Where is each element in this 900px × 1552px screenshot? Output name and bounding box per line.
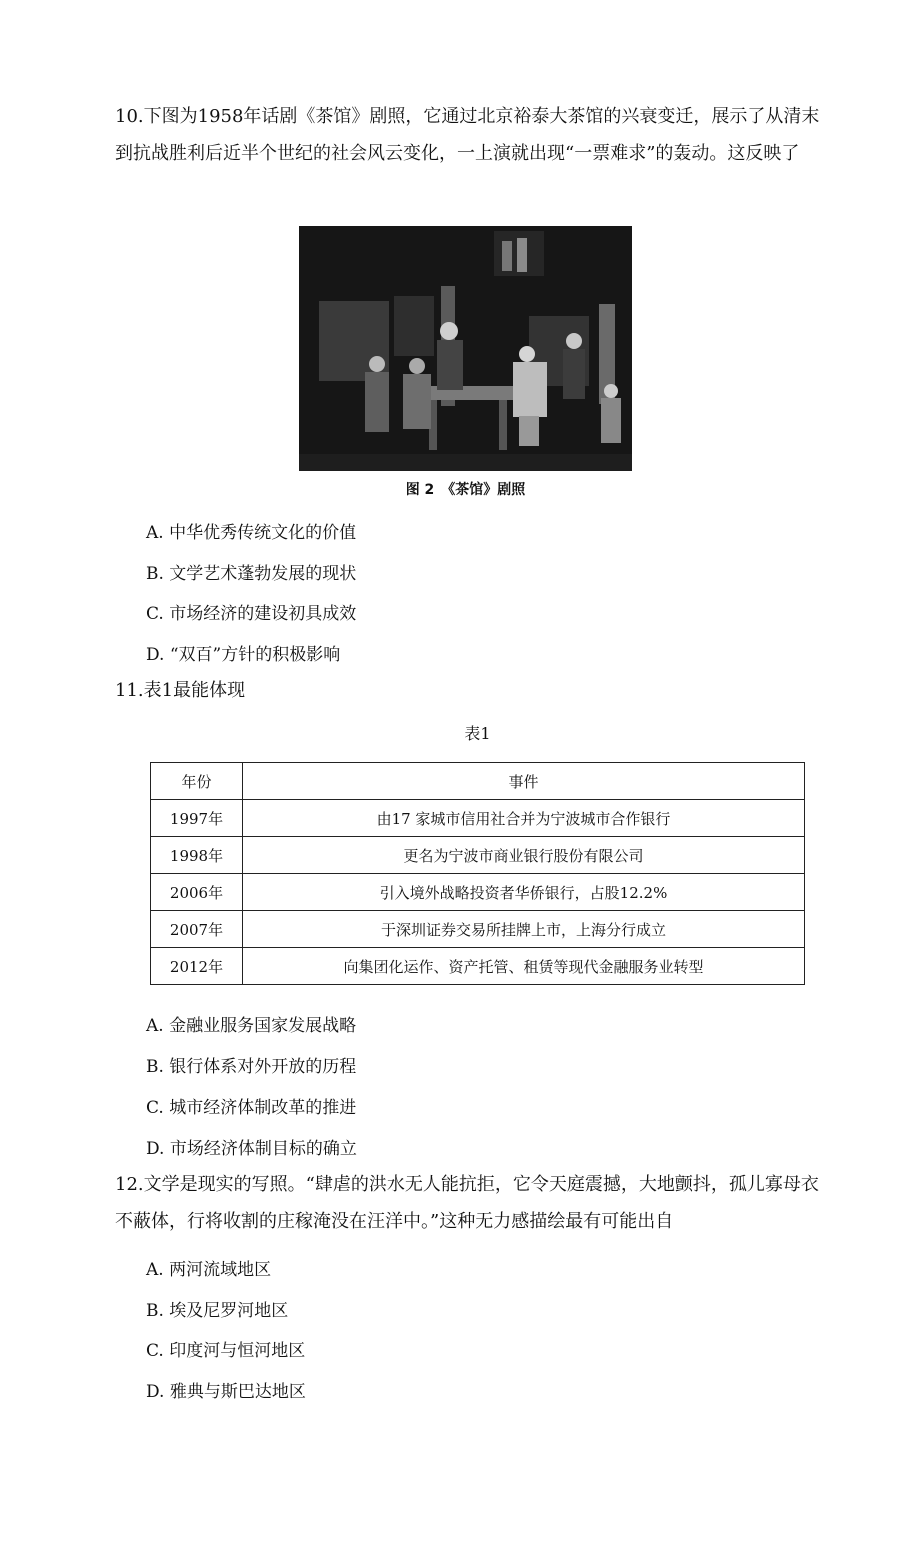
photo-caption: 图 2 《茶馆》剧照 [405,482,526,498]
table-caption: 表1 [464,724,491,743]
q12-option-b: B. 埃及尼罗河地区 [146,1301,289,1321]
table-row [151,800,805,837]
cell-year: 1997年 [151,800,243,837]
cell-event: 由17 家城市信用社合并为宁波城市合作银行 [243,800,805,837]
question-10-stem: 10.下图为1958年话剧《茶馆》剧照，它通过北京裕泰大茶馆的兴衰变迁，展示了从清末到抗战胜利后近半个世纪的社会风云变化，一上演就出现“一票难求”的轰动。这反映了 [115,106,820,164]
cell-event: 向集团化运作、资产托管、租赁等现代金融服务业转型 [243,948,805,985]
q12-option-a: A. 两河流域地区 [146,1260,272,1280]
table-row [151,874,805,911]
cell-year: 2012年 [151,948,243,985]
cell-event: 引入境外战略投资者华侨银行，占股12.2% [243,874,805,911]
q12-option-c: C. 印度河与恒河地区 [146,1341,306,1361]
cell-event: 更名为宁波市商业银行股份有限公司 [243,837,805,874]
q11-option-a: A. 金融业服务国家发展战略 [146,1016,357,1036]
q11-option-b: B. 银行体系对外开放的历程 [146,1057,357,1077]
cell-year: 2007年 [151,911,243,948]
q11-option-d: D. 市场经济体制目标的确立 [146,1139,357,1159]
table-row [151,837,805,874]
q10-option-c: C. 市场经济的建设初具成效 [146,604,357,624]
q10-option-b: B. 文学艺术蓬勃发展的现状 [146,564,357,584]
cell-year: 1998年 [151,837,243,874]
q10-option-d: D. “双百”方针的积极影响 [146,645,341,665]
bank-history-table [150,762,805,985]
teahouse-stage-photo [299,226,632,471]
question-12-stem: 12.文学是现实的写照。“肆虐的洪水无人能抗拒，它令天庭震撼，大地颤抖，孤儿寡母衣不蔽体，行将收割的庄稼淹没在汪洋中。”这种无力感描绘最有可能出自 [115,1174,819,1232]
table-header-row [151,763,805,800]
cell-event: 于深圳证券交易所挂牌上市，上海分行成立 [243,911,805,948]
cell-year: 2006年 [151,874,243,911]
question-11-stem: 11.表1最能体现 [115,680,246,701]
q11-option-c: C. 城市经济体制改革的推进 [146,1098,357,1118]
q12-option-d: D. 雅典与斯巴达地区 [146,1382,306,1402]
table-row [151,911,805,948]
header-year: 年份 [151,763,243,800]
header-event: 事件 [243,763,805,800]
table-row [151,948,805,985]
q10-option-a: A. 中华优秀传统文化的价值 [146,523,357,543]
